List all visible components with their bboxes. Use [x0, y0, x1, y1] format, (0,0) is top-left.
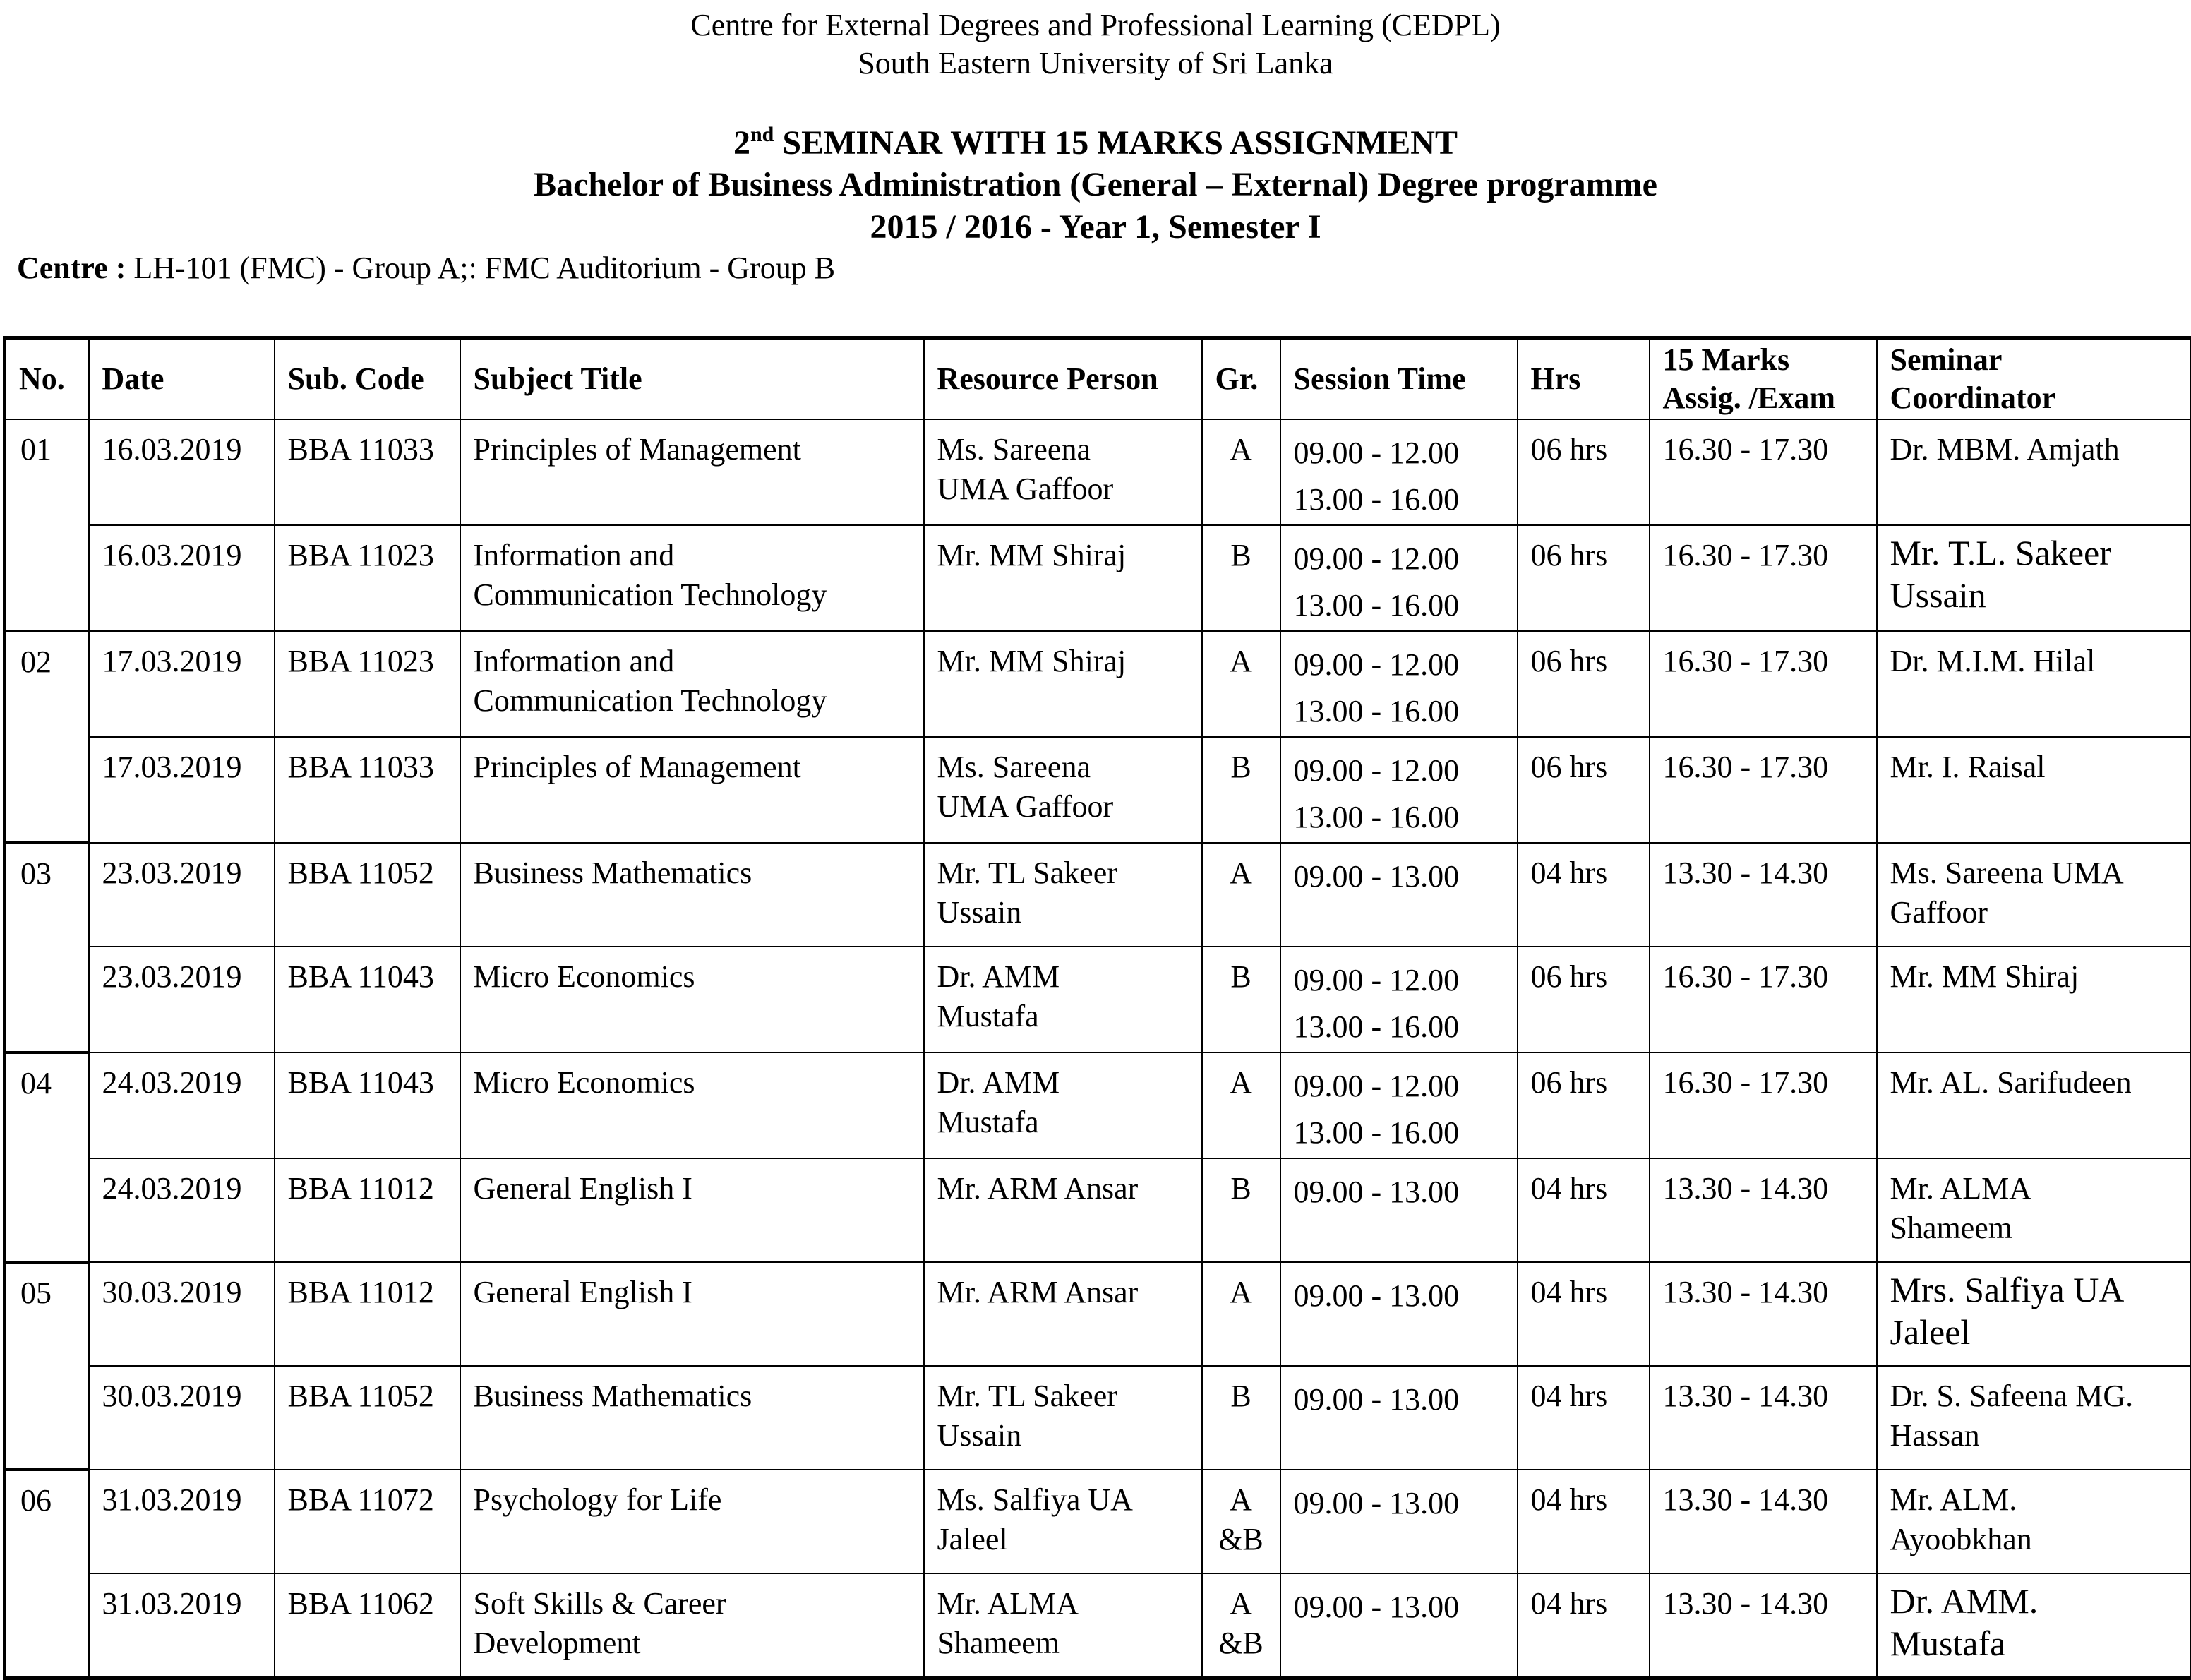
- cell-resource-person: [924, 631, 1202, 737]
- cell-subject-title: [460, 1573, 924, 1679]
- cell-hrs: 04 hrs: [1518, 1262, 1650, 1366]
- cell-subject-title: [460, 1262, 924, 1366]
- cell-group-line: A: [1207, 853, 1275, 893]
- cell-group-line: B: [1207, 536, 1275, 575]
- cell-seminar-coordinator-line: Mr. MM Shiraj: [1890, 957, 2178, 997]
- cell-seminar-coordinator-line: Shameem: [1890, 1208, 2178, 1248]
- col-header-coordinator-line2: Coordinator: [1890, 379, 2178, 417]
- cell-resource-person: [924, 1052, 1202, 1158]
- cell-assignment-time: 13.30 - 14.30: [1650, 1573, 1877, 1679]
- cell-seminar-coordinator-line: Dr. AMM.: [1890, 1580, 2178, 1622]
- cell-no: 05: [5, 1262, 89, 1470]
- cell-session-time-line: 13.00 - 16.00: [1294, 476, 1504, 523]
- cell-subject-title: [460, 737, 924, 843]
- cell-sub-code: BBA 11023: [275, 525, 460, 631]
- cell-assignment-time: 13.30 - 14.30: [1650, 1470, 1877, 1573]
- cell-subject-title-line: Principles of Management: [474, 430, 911, 469]
- cell-session-time: [1280, 631, 1518, 737]
- cell-group: [1202, 631, 1280, 737]
- cell-assignment-time: 16.30 - 17.30: [1650, 737, 1877, 843]
- cell-resource-person-line: Mustafa: [937, 1103, 1189, 1142]
- cell-hrs: 04 hrs: [1518, 1470, 1650, 1573]
- cell-date: 16.03.2019: [89, 419, 275, 525]
- cell-session-time-line: 09.00 - 13.00: [1294, 1169, 1504, 1216]
- cell-no: 02: [5, 631, 89, 843]
- cell-session-time: [1280, 419, 1518, 525]
- cell-resource-person-line: UMA Gaffoor: [937, 469, 1189, 509]
- cell-hrs: 06 hrs: [1518, 947, 1650, 1052]
- cell-date: 17.03.2019: [89, 737, 275, 843]
- cell-hrs: 04 hrs: [1518, 1158, 1650, 1262]
- title-ordinal-suffix: nd: [750, 123, 774, 146]
- col-header-session-time: Session Time: [1280, 338, 1518, 420]
- cell-sub-code: BBA 11043: [275, 1052, 460, 1158]
- year-semester: 2015 / 2016 - Year 1, Semester I: [0, 208, 2191, 246]
- cell-assignment-time: 16.30 - 17.30: [1650, 419, 1877, 525]
- cell-session-time-line: 09.00 - 12.00: [1294, 642, 1504, 688]
- cell-subject-title: [460, 419, 924, 525]
- cell-subject-title: [460, 1052, 924, 1158]
- cell-group-line: B: [1207, 1169, 1275, 1208]
- cell-session-time-line: 13.00 - 16.00: [1294, 582, 1504, 629]
- cell-session-time: [1280, 1470, 1518, 1573]
- cell-group-line: &B: [1207, 1520, 1275, 1559]
- cell-resource-person-line: Ms. Salfiya UA: [937, 1480, 1189, 1520]
- university-name: South Eastern University of Sri Lanka: [0, 45, 2191, 81]
- cell-session-time: [1280, 1158, 1518, 1262]
- cell-date: 24.03.2019: [89, 1052, 275, 1158]
- cell-session-time-line: 09.00 - 12.00: [1294, 430, 1504, 476]
- table-row: [5, 1573, 2191, 1679]
- cell-seminar-coordinator-line: Ussain: [1890, 574, 2178, 616]
- table-header-row: [5, 338, 2191, 420]
- cell-resource-person-line: Dr. AMM: [937, 1063, 1189, 1103]
- cell-seminar-coordinator: [1877, 631, 2191, 737]
- cell-session-time-line: 09.00 - 12.00: [1294, 957, 1504, 1004]
- cell-seminar-coordinator: [1877, 1470, 2191, 1573]
- cell-subject-title: [460, 525, 924, 631]
- cell-resource-person: [924, 1262, 1202, 1366]
- cell-session-time: [1280, 737, 1518, 843]
- cell-date: 23.03.2019: [89, 843, 275, 947]
- cell-seminar-coordinator-line: Mr. ALMA: [1890, 1169, 2178, 1208]
- cell-no: 03: [5, 843, 89, 1052]
- table-row: [5, 843, 2191, 947]
- cell-sub-code: BBA 11023: [275, 631, 460, 737]
- cell-subject-title: [460, 947, 924, 1052]
- col-header-no: No.: [5, 338, 89, 420]
- cell-resource-person: [924, 843, 1202, 947]
- cell-subject-title-line: Micro Economics: [474, 1063, 911, 1103]
- col-header-sub-code: Sub. Code: [275, 338, 460, 420]
- cell-group: [1202, 1262, 1280, 1366]
- cell-seminar-coordinator-line: Dr. MBM. Amjath: [1890, 430, 2178, 469]
- cell-date: 17.03.2019: [89, 631, 275, 737]
- cell-session-time: [1280, 1052, 1518, 1158]
- cell-session-time-line: 09.00 - 13.00: [1294, 1480, 1504, 1527]
- cell-date: 30.03.2019: [89, 1262, 275, 1366]
- cell-resource-person-line: Mr. ARM Ansar: [937, 1169, 1189, 1208]
- centre-info: [17, 250, 835, 286]
- cell-resource-person-line: Mustafa: [937, 997, 1189, 1036]
- cell-group: [1202, 947, 1280, 1052]
- seminar-schedule-table: [3, 336, 2191, 1680]
- table-row: [5, 1470, 2191, 1573]
- cell-subject-title-line: Communication Technology: [474, 681, 911, 721]
- cell-seminar-coordinator: [1877, 947, 2191, 1052]
- table-body: [5, 419, 2191, 1679]
- cell-seminar-coordinator-line: Mr. I. Raisal: [1890, 748, 2178, 787]
- cell-group-line: A: [1207, 1480, 1275, 1520]
- cell-seminar-coordinator: [1877, 1158, 2191, 1262]
- cell-sub-code: BBA 11062: [275, 1573, 460, 1679]
- cell-group-line: B: [1207, 957, 1275, 997]
- cell-resource-person-line: Ussain: [937, 893, 1189, 932]
- cell-date: 31.03.2019: [89, 1470, 275, 1573]
- cell-seminar-coordinator-line: Mustafa: [1890, 1622, 2178, 1664]
- cell-hrs: 06 hrs: [1518, 631, 1650, 737]
- cell-subject-title-line: Soft Skills & Career: [474, 1584, 911, 1624]
- cell-assignment-time: 13.30 - 14.30: [1650, 1158, 1877, 1262]
- cell-subject-title-line: General English I: [474, 1169, 911, 1208]
- cell-seminar-coordinator-line: Dr. S. Safeena MG.: [1890, 1376, 2178, 1416]
- cell-no: 06: [5, 1470, 89, 1679]
- col-header-coordinator-line1: Seminar: [1890, 341, 2178, 379]
- cell-assignment-time: 16.30 - 17.30: [1650, 947, 1877, 1052]
- table-row: [5, 947, 2191, 1052]
- cell-session-time-line: 09.00 - 12.00: [1294, 748, 1504, 794]
- col-header-date: Date: [89, 338, 275, 420]
- cell-assignment-time: 13.30 - 14.30: [1650, 843, 1877, 947]
- cell-resource-person: [924, 525, 1202, 631]
- cell-sub-code: BBA 11033: [275, 737, 460, 843]
- cell-hrs: 06 hrs: [1518, 419, 1650, 525]
- cell-session-time: [1280, 1262, 1518, 1366]
- col-header-assignment-line1: 15 Marks: [1663, 341, 1863, 379]
- table-row: [5, 419, 2191, 525]
- cell-session-time: [1280, 525, 1518, 631]
- cell-resource-person: [924, 1470, 1202, 1573]
- cell-hrs: 06 hrs: [1518, 1052, 1650, 1158]
- cell-no: 01: [5, 419, 89, 631]
- cell-subject-title-line: Business Mathematics: [474, 853, 911, 893]
- cell-resource-person-line: Mr. TL Sakeer: [937, 1376, 1189, 1416]
- cell-sub-code: BBA 11012: [275, 1262, 460, 1366]
- cell-subject-title: [460, 1470, 924, 1573]
- cell-group-line: A: [1207, 430, 1275, 469]
- cell-session-time: [1280, 843, 1518, 947]
- cell-resource-person-line: Mr. ARM Ansar: [937, 1273, 1189, 1312]
- col-header-group: Gr.: [1202, 338, 1280, 420]
- cell-group: [1202, 419, 1280, 525]
- cell-date: 24.03.2019: [89, 1158, 275, 1262]
- cell-resource-person-line: Mr. ALMA: [937, 1584, 1189, 1624]
- cell-group: [1202, 1470, 1280, 1573]
- cell-sub-code: BBA 11052: [275, 1366, 460, 1470]
- programme-name: Bachelor of Business Administration (General – External) Degree programme: [0, 165, 2191, 204]
- cell-hrs: 06 hrs: [1518, 737, 1650, 843]
- cell-session-time-line: 09.00 - 12.00: [1294, 1063, 1504, 1110]
- cell-seminar-coordinator-line: Mrs. Salfiya UA: [1890, 1268, 2178, 1311]
- cell-session-time-line: 09.00 - 13.00: [1294, 1273, 1504, 1319]
- cell-subject-title-line: Business Mathematics: [474, 1376, 911, 1416]
- title-ordinal: 2: [733, 124, 750, 162]
- cell-session-time-line: 09.00 - 13.00: [1294, 853, 1504, 900]
- cell-resource-person-line: Ussain: [937, 1416, 1189, 1456]
- table-row: [5, 1052, 2191, 1158]
- cell-subject-title-line: Information and: [474, 536, 911, 575]
- cell-seminar-coordinator-line: Jaleel: [1890, 1311, 2178, 1353]
- title-text: SEMINAR WITH 15 MARKS ASSIGNMENT: [774, 124, 1458, 162]
- cell-group: [1202, 1366, 1280, 1470]
- cell-sub-code: BBA 11072: [275, 1470, 460, 1573]
- cell-assignment-time: 16.30 - 17.30: [1650, 631, 1877, 737]
- cell-group-line: B: [1207, 1376, 1275, 1416]
- cell-group: [1202, 843, 1280, 947]
- cell-resource-person-line: Ms. Sareena: [937, 748, 1189, 787]
- col-header-hrs: Hrs: [1518, 338, 1650, 420]
- table-row: [5, 737, 2191, 843]
- cell-hrs: 06 hrs: [1518, 525, 1650, 631]
- cell-session-time: [1280, 947, 1518, 1052]
- cell-sub-code: BBA 11012: [275, 1158, 460, 1262]
- col-header-subject-title: Subject Title: [460, 338, 924, 420]
- document-title: [0, 123, 2191, 162]
- cell-assignment-time: 13.30 - 14.30: [1650, 1366, 1877, 1470]
- table-row: [5, 525, 2191, 631]
- cell-subject-title-line: Micro Economics: [474, 957, 911, 997]
- cell-assignment-time: 16.30 - 17.30: [1650, 525, 1877, 631]
- cell-date: 16.03.2019: [89, 525, 275, 631]
- cell-date: 23.03.2019: [89, 947, 275, 1052]
- cell-subject-title-line: Psychology for Life: [474, 1480, 911, 1520]
- cell-date: 31.03.2019: [89, 1573, 275, 1679]
- cell-sub-code: BBA 11043: [275, 947, 460, 1052]
- cell-group: [1202, 1052, 1280, 1158]
- cell-seminar-coordinator: [1877, 737, 2191, 843]
- cell-subject-title-line: General English I: [474, 1273, 911, 1312]
- cell-subject-title: [460, 1366, 924, 1470]
- cell-seminar-coordinator-line: Dr. M.I.M. Hilal: [1890, 642, 2178, 681]
- cell-group-line: A: [1207, 1063, 1275, 1103]
- cell-group: [1202, 525, 1280, 631]
- cell-hrs: 04 hrs: [1518, 1573, 1650, 1679]
- cell-group-line: B: [1207, 748, 1275, 787]
- cell-sub-code: BBA 11033: [275, 419, 460, 525]
- centre-label: Centre :: [17, 251, 126, 285]
- cell-seminar-coordinator: [1877, 1052, 2191, 1158]
- cell-seminar-coordinator: [1877, 1262, 2191, 1366]
- cell-group-line: A: [1207, 1584, 1275, 1624]
- cell-hrs: 04 hrs: [1518, 1366, 1650, 1470]
- cell-assignment-time: 13.30 - 14.30: [1650, 1262, 1877, 1366]
- cell-resource-person-line: Mr. MM Shiraj: [937, 536, 1189, 575]
- cell-seminar-coordinator-line: Mr. AL. Sarifudeen: [1890, 1063, 2178, 1103]
- cell-group-line: A: [1207, 642, 1275, 681]
- cell-session-time-line: 09.00 - 13.00: [1294, 1584, 1504, 1631]
- cell-seminar-coordinator-line: Mr. T.L. Sakeer: [1890, 532, 2178, 574]
- col-header-assignment: [1650, 338, 1877, 420]
- cell-resource-person: [924, 419, 1202, 525]
- cell-seminar-coordinator: [1877, 525, 2191, 631]
- cell-group: [1202, 737, 1280, 843]
- cell-resource-person: [924, 737, 1202, 843]
- cell-resource-person-line: UMA Gaffoor: [937, 787, 1189, 827]
- cell-seminar-coordinator: [1877, 843, 2191, 947]
- cell-resource-person-line: Mr. TL Sakeer: [937, 853, 1189, 893]
- cell-session-time: [1280, 1573, 1518, 1679]
- cell-resource-person-line: Jaleel: [937, 1520, 1189, 1559]
- cell-subject-title-line: Information and: [474, 642, 911, 681]
- cell-subject-title: [460, 1158, 924, 1262]
- cell-resource-person: [924, 1366, 1202, 1470]
- table-row: [5, 1262, 2191, 1366]
- cell-seminar-coordinator-line: Hassan: [1890, 1416, 2178, 1456]
- cell-group: [1202, 1158, 1280, 1262]
- cell-assignment-time: 16.30 - 17.30: [1650, 1052, 1877, 1158]
- cell-subject-title: [460, 631, 924, 737]
- cell-subject-title-line: Principles of Management: [474, 748, 911, 787]
- cell-date: 30.03.2019: [89, 1366, 275, 1470]
- cell-group-line: &B: [1207, 1624, 1275, 1663]
- col-header-resource-person: Resource Person: [924, 338, 1202, 420]
- cell-resource-person: [924, 1158, 1202, 1262]
- cell-session-time-line: 09.00 - 13.00: [1294, 1376, 1504, 1423]
- cell-seminar-coordinator: [1877, 419, 2191, 525]
- cell-group: [1202, 1573, 1280, 1679]
- cell-resource-person: [924, 947, 1202, 1052]
- table-row: [5, 1158, 2191, 1262]
- cell-seminar-coordinator-line: Mr. ALM.: [1890, 1480, 2178, 1520]
- cell-group-line: A: [1207, 1273, 1275, 1312]
- cell-resource-person-line: Mr. MM Shiraj: [937, 642, 1189, 681]
- cell-seminar-coordinator-line: Ms. Sareena UMA: [1890, 853, 2178, 893]
- cell-seminar-coordinator: [1877, 1366, 2191, 1470]
- cell-session-time-line: 13.00 - 16.00: [1294, 1004, 1504, 1050]
- cell-session-time-line: 13.00 - 16.00: [1294, 1110, 1504, 1156]
- cell-session-time-line: 13.00 - 16.00: [1294, 794, 1504, 841]
- cell-session-time: [1280, 1366, 1518, 1470]
- cell-resource-person-line: Dr. AMM: [937, 957, 1189, 997]
- cell-seminar-coordinator-line: Gaffoor: [1890, 893, 2178, 932]
- cell-seminar-coordinator-line: Ayoobkhan: [1890, 1520, 2178, 1559]
- cell-subject-title: [460, 843, 924, 947]
- cell-sub-code: BBA 11052: [275, 843, 460, 947]
- institution-name: Centre for External Degrees and Professional Learning (CEDPL): [0, 7, 2191, 43]
- centre-value: LH-101 (FMC) - Group A;: FMC Auditorium - Group B: [126, 251, 835, 285]
- table-row: [5, 1366, 2191, 1470]
- col-header-coordinator: [1877, 338, 2191, 420]
- cell-hrs: 04 hrs: [1518, 843, 1650, 947]
- cell-subject-title-line: Communication Technology: [474, 575, 911, 615]
- cell-subject-title-line: Development: [474, 1624, 911, 1663]
- cell-resource-person-line: Shameem: [937, 1624, 1189, 1663]
- cell-session-time-line: 13.00 - 16.00: [1294, 688, 1504, 735]
- col-header-assignment-line2: Assig. /Exam: [1663, 379, 1863, 417]
- cell-seminar-coordinator: [1877, 1573, 2191, 1679]
- cell-no: 04: [5, 1052, 89, 1262]
- cell-resource-person: [924, 1573, 1202, 1679]
- cell-resource-person-line: Ms. Sareena: [937, 430, 1189, 469]
- cell-session-time-line: 09.00 - 12.00: [1294, 536, 1504, 582]
- table-row: [5, 631, 2191, 737]
